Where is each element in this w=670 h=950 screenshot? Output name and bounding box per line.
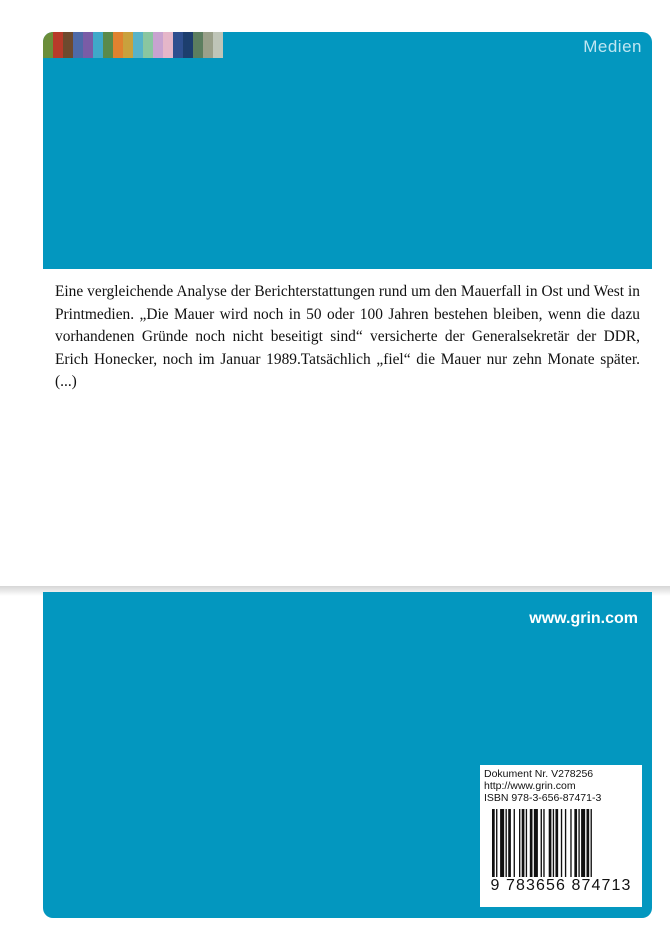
barcode-box xyxy=(480,765,642,907)
color-stripe xyxy=(143,32,153,58)
document-number: Dokument Nr. V278256 xyxy=(484,768,594,780)
color-stripe xyxy=(103,32,113,58)
color-stripe xyxy=(93,32,103,58)
cover-bottom-panel xyxy=(43,592,652,918)
color-stripe xyxy=(113,32,123,58)
color-stripe xyxy=(173,32,183,58)
cover-top-panel xyxy=(43,32,652,269)
color-stripe xyxy=(183,32,193,58)
category-label: Medien xyxy=(583,37,642,56)
color-stripe xyxy=(83,32,93,58)
color-stripe xyxy=(213,32,223,58)
barcode-digits: 9 783656 874713 xyxy=(490,877,632,894)
color-stripe xyxy=(163,32,173,58)
color-stripe xyxy=(73,32,83,58)
color-stripe xyxy=(203,32,213,58)
color-stripe xyxy=(123,32,133,58)
website-url: www.grin.com xyxy=(529,610,638,627)
color-stripe xyxy=(153,32,163,58)
isbn-number: ISBN 978-3-656-87471-3 xyxy=(484,792,602,804)
blurb-text: Eine vergleichende Analyse der Berichterstattungen rund um den Mauerfall in Ost und West in Printmedien. „Die Mauer wird noch in 50 oder 100 Jahren bestehen bleiben, wenn die dazu vorhandenen Gründe noch nicht beseitigt sind“ versicherte der Generalsekretär der DDR, Erich Honecker, noch im Januar 1989.Tatsächlich „fiel“ die Mauer nur zehn Monate später. (...) xyxy=(55,283,640,391)
color-stripe xyxy=(53,32,63,58)
barcode-image xyxy=(492,809,632,877)
publisher-url: http://www.grin.com xyxy=(484,780,576,792)
color-stripe xyxy=(63,32,73,58)
color-stripe xyxy=(43,32,53,58)
color-stripe xyxy=(133,32,143,58)
color-stripe xyxy=(193,32,203,58)
color-stripes xyxy=(43,32,223,58)
